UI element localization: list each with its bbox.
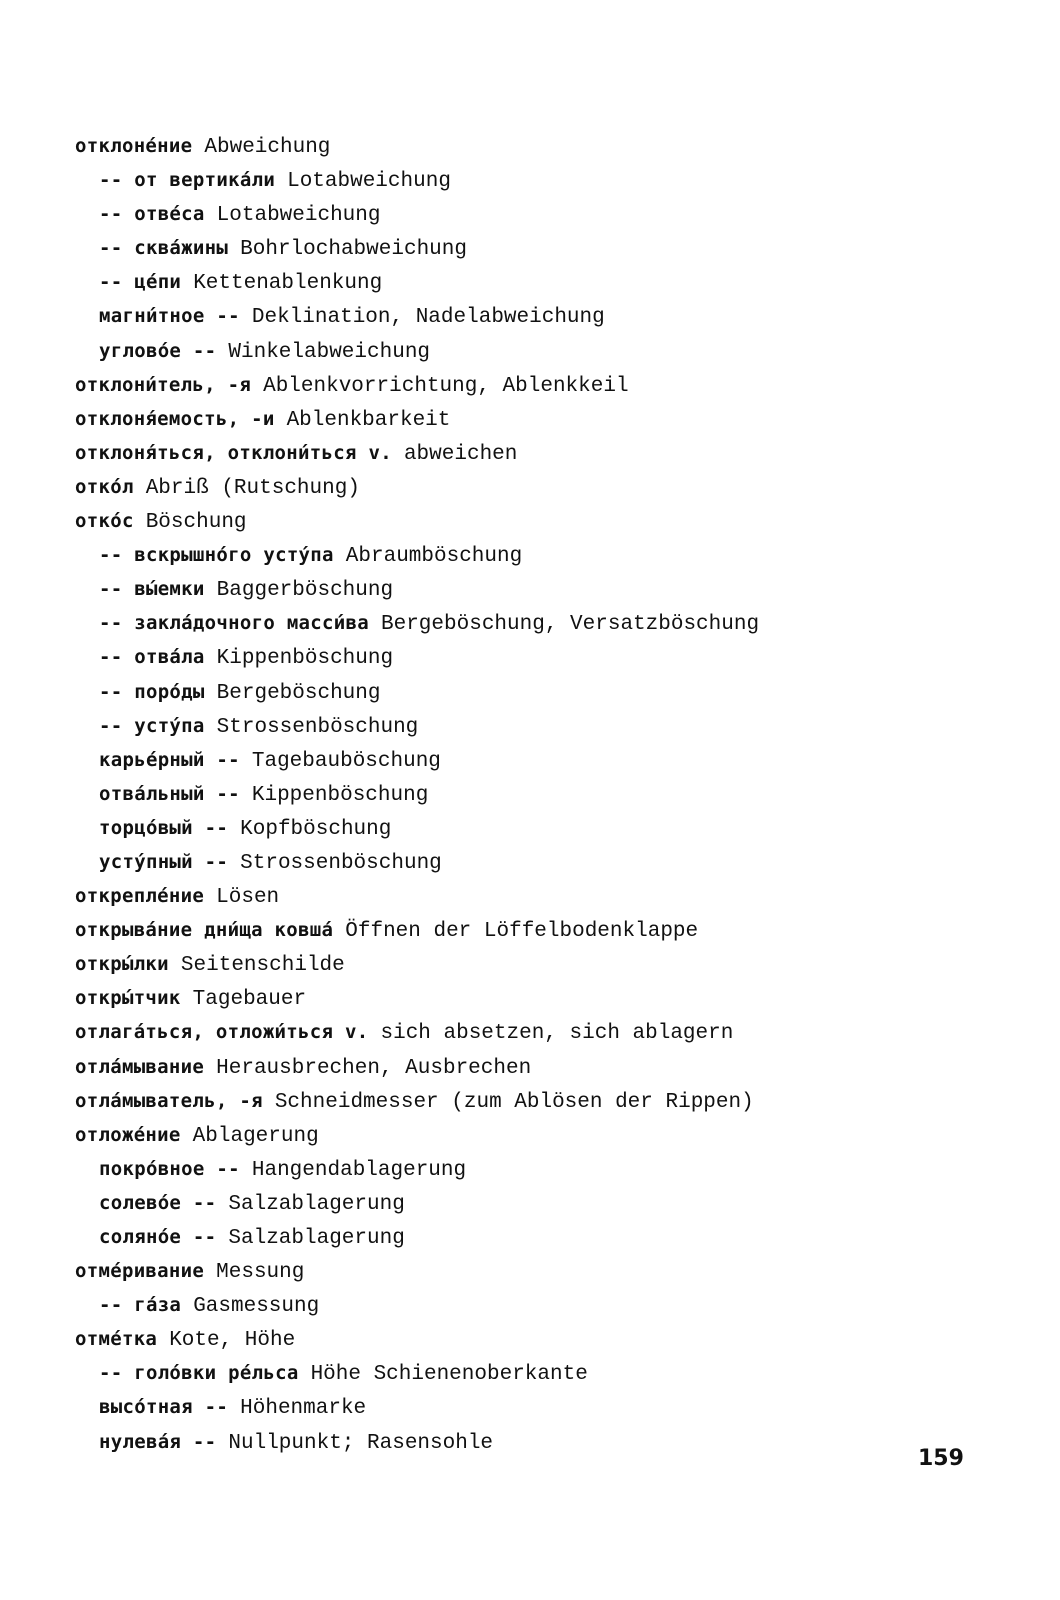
headword-entry [75, 435, 1015, 469]
headword-entry [75, 1049, 1015, 1083]
russian-term: откреплéние [75, 885, 205, 908]
german-translation: Baggerböschung [216, 579, 394, 603]
german-translation: Salzablagerung [228, 1192, 405, 1216]
subentry [75, 674, 1015, 708]
russian-term: отлáмыватель, -я [75, 1089, 263, 1112]
russian-term: -- вскрышнóго усту́па [99, 544, 334, 567]
german-translation: Gasmessung [193, 1295, 320, 1319]
german-translation: Lotabweichung [216, 204, 381, 228]
subentry [75, 1185, 1015, 1219]
headword-entry [75, 503, 1015, 537]
subentry [75, 776, 1015, 810]
subentry [75, 742, 1015, 776]
russian-term: откóл [75, 475, 134, 498]
russian-term: отложéние [75, 1123, 181, 1146]
russian-term: -- порóды [99, 680, 205, 703]
russian-term: усту́пный -- [99, 850, 229, 873]
subentry [75, 605, 1015, 639]
german-translation: sich absetzen, sich ablagern [380, 1022, 734, 1046]
german-translation: Salzablagerung [228, 1227, 405, 1250]
german-translation: Kote, Höhe [169, 1329, 296, 1353]
subentry [75, 1355, 1015, 1389]
german-translation: Abraumböschung [345, 545, 523, 569]
headword-entry [75, 469, 1015, 503]
subentry [75, 298, 1015, 332]
subentry [75, 537, 1015, 571]
page-number: 159 [918, 1446, 964, 1471]
subentry [75, 264, 1015, 298]
russian-term: высóтная -- [99, 1396, 229, 1419]
german-translation: Winkelabweichung [228, 340, 431, 364]
german-translation: Kopfböschung [240, 817, 392, 841]
russian-term: -- усту́па [99, 714, 205, 737]
russian-term: солянóе -- [99, 1226, 217, 1248]
german-translation: abweichen [403, 442, 518, 466]
russian-term: откры́тчик [75, 987, 181, 1010]
russian-term: покрóвное -- [99, 1157, 240, 1180]
russian-term: отклоня́ться, отклони́ться v. [75, 441, 392, 464]
german-translation: Ablenkbarkeit [286, 408, 451, 432]
headword-entry [75, 1117, 1015, 1151]
russian-term: карьéрный -- [99, 748, 240, 771]
subentry [75, 196, 1015, 230]
russian-term: отклонéние [75, 135, 193, 157]
german-translation: Lotabweichung [287, 170, 451, 194]
subentry [75, 1151, 1015, 1185]
german-translation: Ablenkvorrichtung, Ablenkkeil [263, 374, 629, 398]
russian-term: -- вы́емки [99, 578, 205, 601]
russian-term: солевóе -- [99, 1191, 217, 1214]
german-translation: Abriß (Rutschung) [145, 476, 360, 500]
russian-term: откры́лки [75, 953, 169, 976]
german-translation: Böschung [145, 511, 247, 535]
russian-term: нулевáя -- [99, 1430, 217, 1453]
russian-term: -- голóвки рéльса [99, 1362, 299, 1385]
subentry [75, 1424, 1015, 1458]
subentry [75, 571, 1015, 605]
german-translation: Herausbrechen, Ausbrechen [216, 1056, 532, 1080]
subentry [75, 1389, 1015, 1423]
german-translation: Hangendablagerung [251, 1158, 467, 1182]
russian-term: отвáльный -- [99, 782, 240, 805]
russian-term: отлагáться, отложи́ться v. [75, 1021, 369, 1044]
russian-term: -- отвéса [99, 203, 205, 226]
subentry [75, 639, 1015, 673]
russian-term: отмéтка [75, 1328, 158, 1351]
german-translation: Messung [216, 1261, 305, 1285]
russian-term: магни́тное -- [99, 305, 240, 328]
russian-term: -- цéпи [99, 271, 182, 294]
german-translation: Öffnen der Löffelbodenklappe [345, 920, 699, 944]
german-translation: Höhe Schienenoberkante [310, 1363, 588, 1387]
russian-term: угловóе -- [99, 339, 217, 362]
subentry [75, 810, 1015, 844]
german-translation: Kippenböschung [251, 783, 429, 807]
headword-entry [75, 128, 1015, 162]
headword-entry [75, 367, 1015, 401]
headword-entry [75, 878, 1015, 912]
german-translation: Strossenböschung [216, 715, 419, 739]
german-translation: Bergeböschung [216, 681, 381, 705]
subentry [75, 333, 1015, 367]
russian-term: -- от вертикáли [99, 169, 276, 192]
german-translation: Deklination, Nadelabweichung [251, 306, 605, 330]
subentry [75, 1219, 1015, 1253]
russian-term: открывáние дни́ща ковшá [75, 919, 334, 942]
german-translation: Tagebauer [192, 988, 307, 1012]
russian-term: отклони́тель, -я [75, 373, 252, 396]
headword-entry [75, 1321, 1015, 1355]
german-translation: Lösen [216, 886, 280, 910]
subentry [75, 844, 1015, 878]
russian-term: -- гáза [99, 1294, 182, 1317]
russian-term: отмéривание [75, 1260, 205, 1283]
german-translation: Höhenmarke [240, 1397, 367, 1421]
headword-entry [75, 1083, 1015, 1117]
german-translation: Kippenböschung [216, 647, 394, 671]
german-translation: Ablagerung [192, 1124, 319, 1148]
german-translation: Abweichung [204, 136, 331, 159]
russian-term: -- сквáжины [99, 237, 229, 260]
subentry [75, 708, 1015, 742]
german-translation: Bergeböschung, Versatzböschung [381, 613, 760, 637]
subentry [75, 1287, 1015, 1321]
headword-entry [75, 912, 1015, 946]
russian-term: откóс [75, 510, 134, 533]
headword-entry [75, 946, 1015, 980]
russian-term: торцóвый -- [99, 816, 229, 839]
subentry [75, 162, 1015, 196]
german-translation: Kettenablenkung [193, 272, 383, 296]
german-translation: Schneidmesser (zum Ablösen der Rippen) [274, 1090, 754, 1114]
headword-entry [75, 980, 1015, 1014]
russian-term: отклоня́емость, -и [75, 407, 275, 430]
subentry [75, 230, 1015, 264]
german-translation: Bohrlochabweichung [240, 238, 467, 262]
russian-term: -- отвáла [99, 646, 205, 669]
headword-entry [75, 1014, 1015, 1048]
headword-entry [75, 1253, 1015, 1287]
entry-list [75, 128, 1015, 1458]
german-translation: Strossenböschung [240, 851, 442, 875]
german-translation: Nullpunkt; Rasensohle [228, 1431, 494, 1455]
headword-entry [75, 401, 1015, 435]
german-translation: Tagebauböschung [251, 749, 441, 773]
german-translation: Seitenschilde [180, 954, 345, 978]
russian-term: отлáмывание [75, 1055, 205, 1078]
russian-term: -- заклáдочного масси́ва [99, 612, 369, 635]
